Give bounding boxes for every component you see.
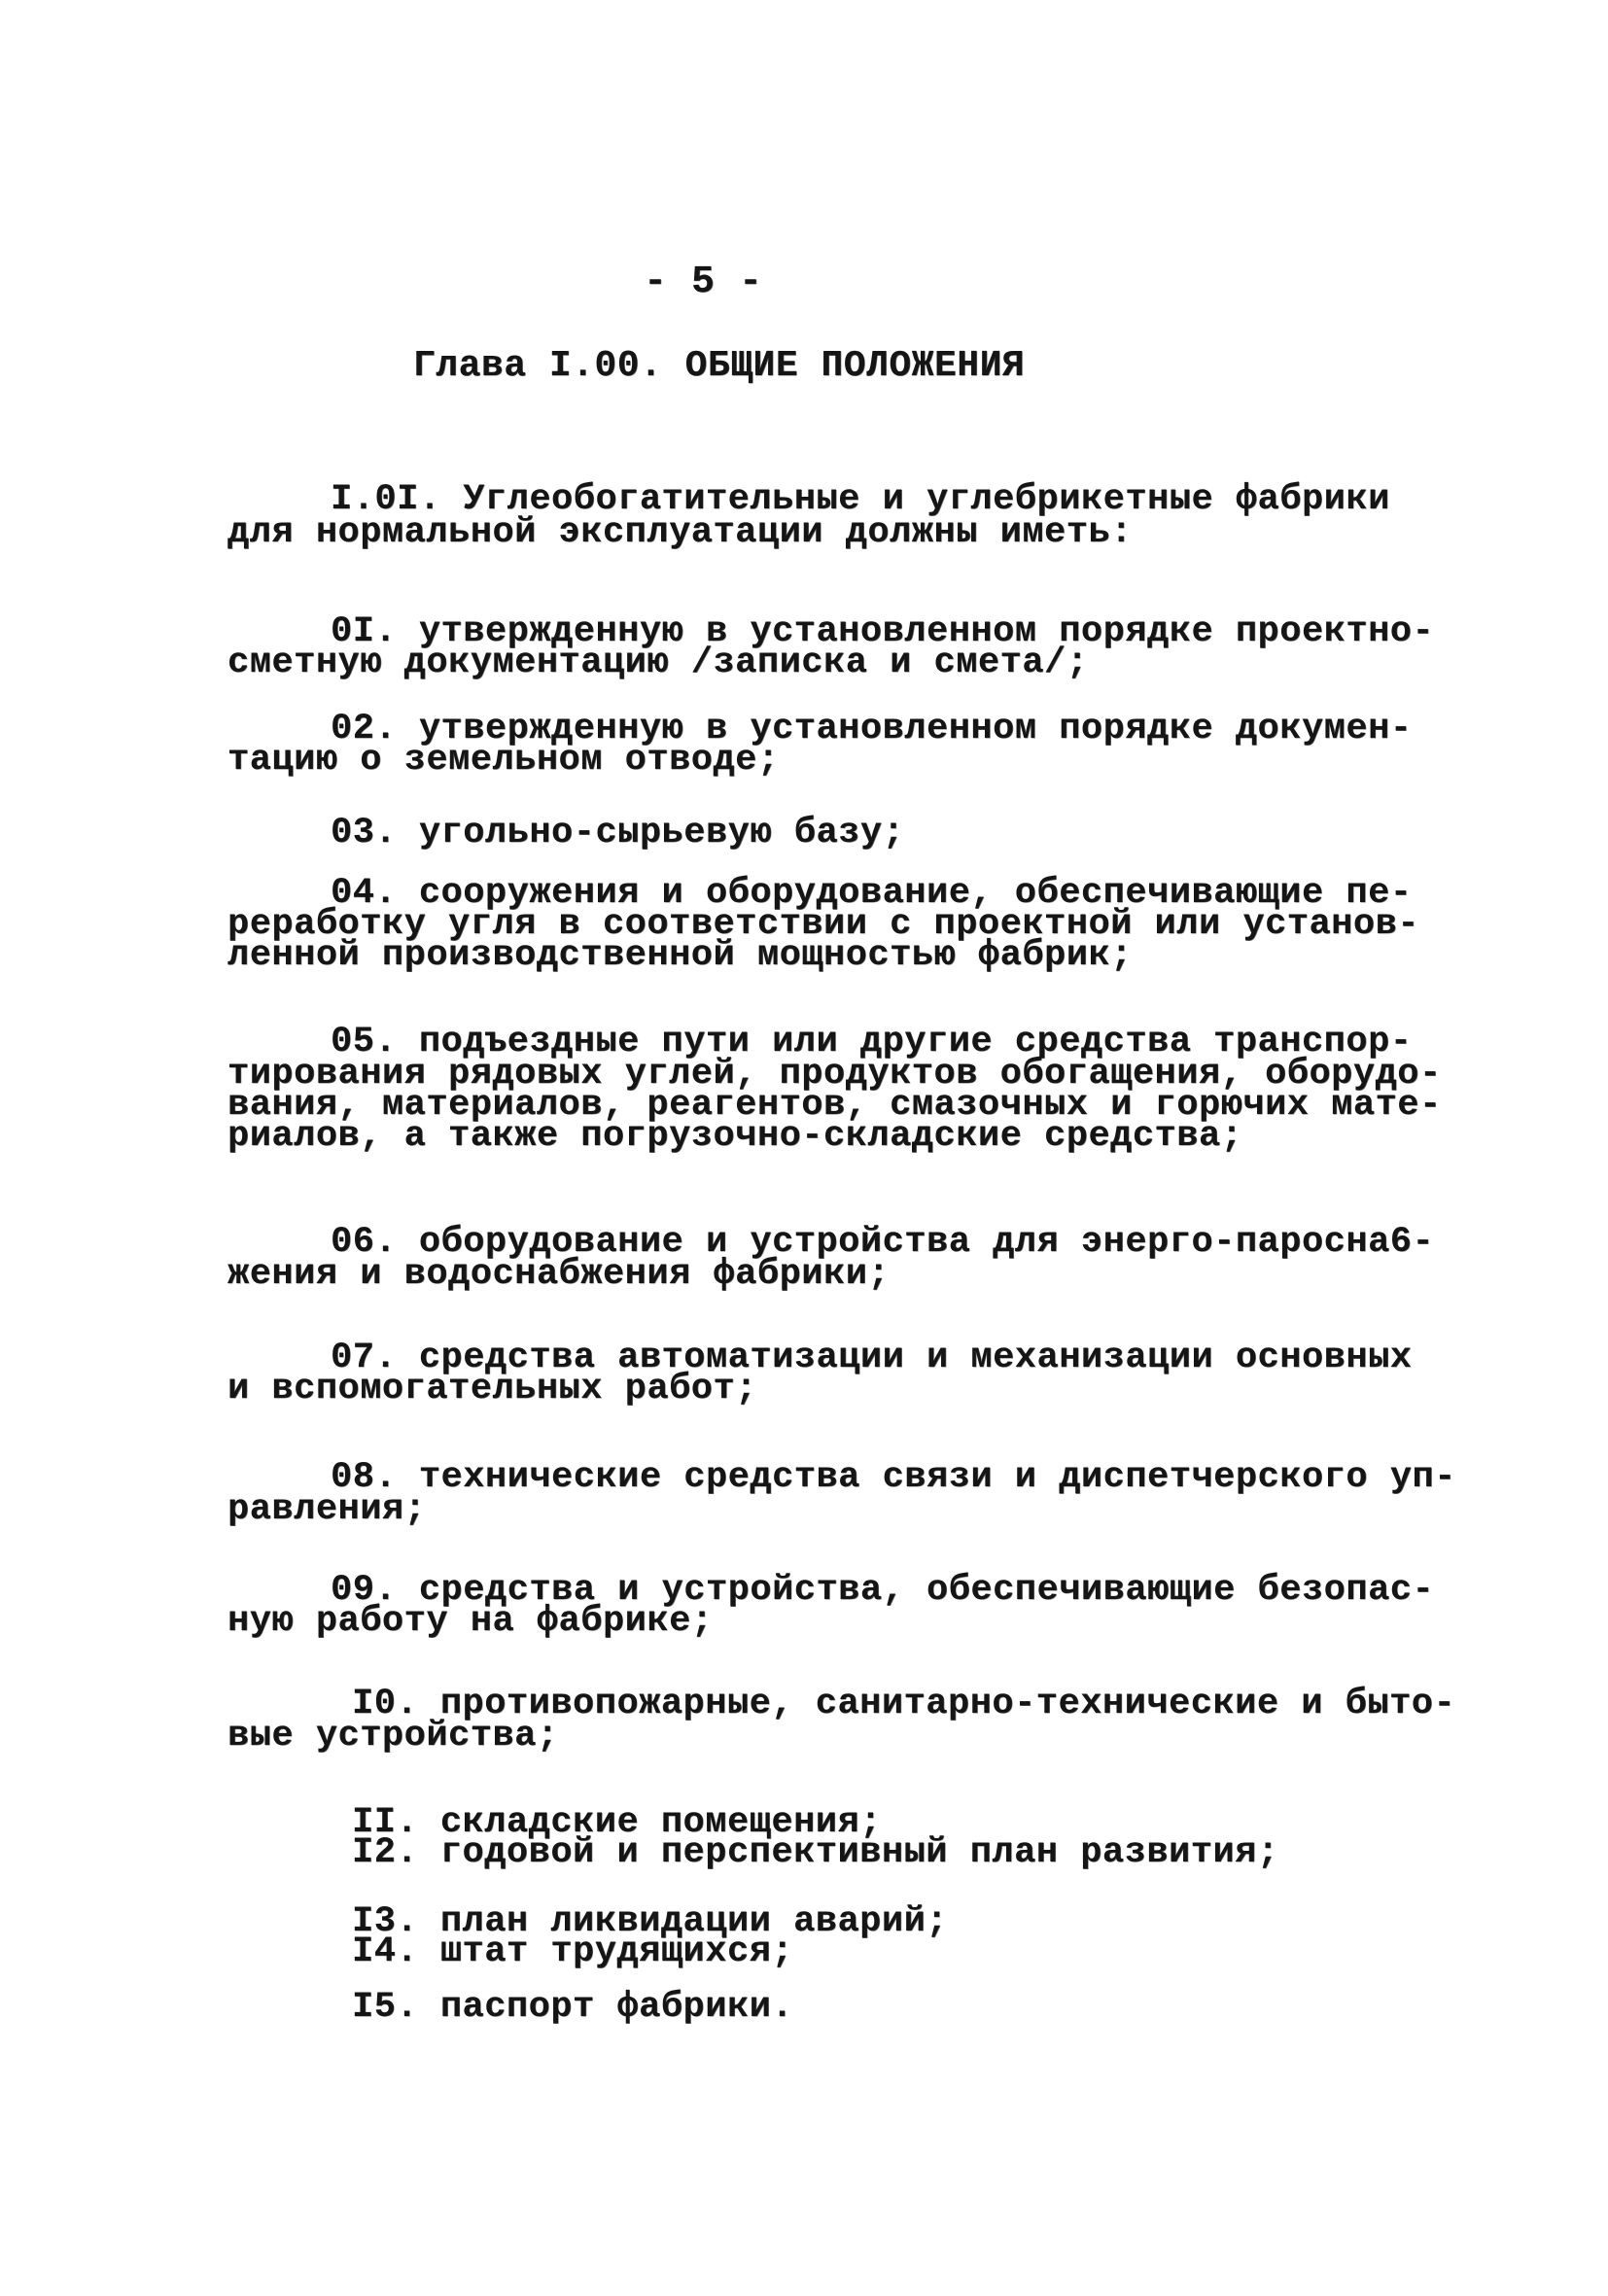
list-item-line: 04. сооружения и оборудование, обеспечивающие пе-	[331, 873, 1413, 914]
list-item-line: I0. противопожарные, санитарно-технические и быто-	[352, 1684, 1456, 1724]
list-item-14: I4. штат трудящихся;	[352, 1931, 794, 1972]
list-item-line: 09. средства и устройства, обеспечивающие безопас-	[331, 1570, 1435, 1611]
chapter-heading: Глава I.00. ОБЩИЕ ПОЛОЖЕНИЯ	[413, 345, 1026, 387]
list-item-line: 05. подъездные пути или другие средства транспор-	[331, 1022, 1413, 1062]
list-item-line: 08. технические средства связи и диспетчерского уп-	[331, 1457, 1456, 1498]
list-item-line: 07. средства автоматизации и механизации основных	[331, 1338, 1413, 1378]
list-item-line: 06. оборудование и устройства для энерго-паросна6-	[331, 1222, 1435, 1263]
list-item-line: равления;	[227, 1489, 427, 1530]
intro-line: для нормальной эксплуатации должны иметь:	[227, 512, 1133, 553]
intro-line: I.0I. Углеобогатительные и углебрикетные фабрики	[331, 479, 1390, 520]
list-item-11: II. складские помещения;	[352, 1802, 882, 1843]
list-item-13: I3. план ликвидации аварий;	[352, 1901, 948, 1942]
list-item-line: ную работу на фабрике;	[227, 1601, 714, 1642]
list-item-line: тирования рядовых углей, продуктов обогащения, оборудо-	[227, 1054, 1442, 1095]
list-item-15: I5. паспорт фабрики.	[352, 1987, 794, 2028]
list-item-line: 02. утвержденную в установленном порядке докумен-	[331, 709, 1413, 749]
list-item-line: тацию о земельном отводе;	[227, 740, 780, 781]
list-item-line: сметную документацию /записка и смета/;	[227, 643, 1089, 683]
list-item-line: и вспомогательных работ;	[227, 1369, 757, 1409]
list-item-12: I2. годовой и перспективный план развития;	[352, 1832, 1279, 1873]
list-item-line: реработку угля в соответствии с проектной или установ-	[227, 904, 1419, 945]
page-number: - 5 -	[644, 261, 763, 304]
list-item-line: 03. угольно-сырьевую базу;	[331, 813, 905, 853]
list-item-line: ленной производственной мощностью фабрик;	[227, 935, 1133, 976]
list-item-line: жения и водоснабжения фабрики;	[227, 1254, 891, 1295]
list-item-line: вые устройства;	[227, 1716, 559, 1757]
list-item-line: вания, материалов, реагентов, смазочных и горючих мате-	[227, 1085, 1442, 1126]
list-item-line: 0I. утвержденную в установленном порядке проектно-	[331, 611, 1435, 652]
list-item-line: риалов, а также погрузочно-складские средства;	[227, 1116, 1243, 1157]
